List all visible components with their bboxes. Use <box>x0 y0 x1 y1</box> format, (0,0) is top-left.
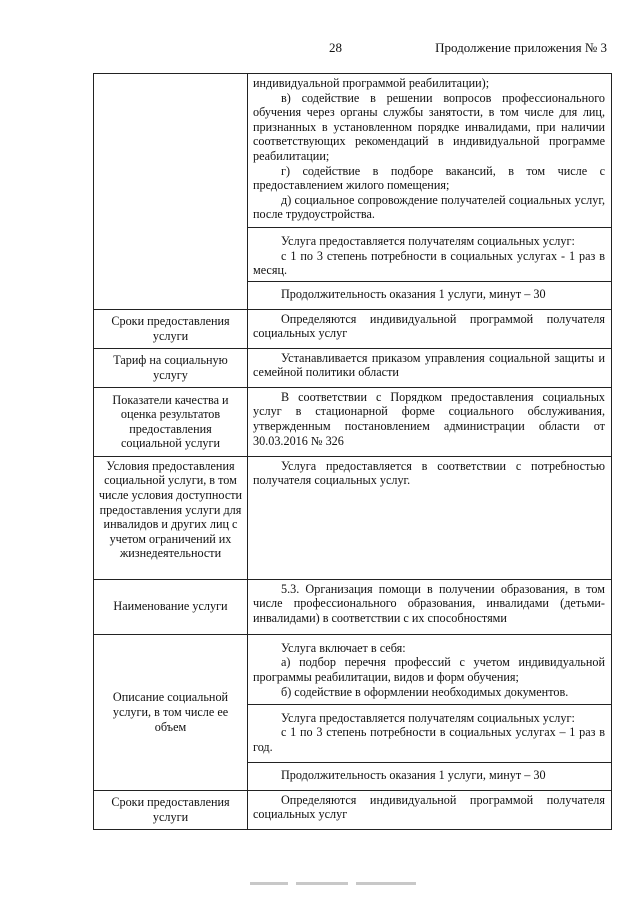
includes-title: Услуга включает в себя: <box>281 640 406 655</box>
table-row <box>94 456 612 579</box>
description-line: индивидуальной программой реабилитации); <box>253 76 490 90</box>
table-row <box>94 387 612 456</box>
terms-text: Определяются индивидуальной программой получателя социальных услуг <box>253 311 605 341</box>
description-label: Описание социальной услуги, в том числе ее объем <box>94 634 248 790</box>
tariff-value <box>248 348 612 387</box>
recipients-line: Услуга предоставляется получателям социальных услуг: <box>281 710 575 725</box>
conditions-label: Условия предоставления социальной услуги, в том числе условия доступности предоставления услуги для инвалидов и других лиц с учетом ограничений их жизнедеятельности <box>94 456 248 579</box>
continuation-duration <box>248 281 612 309</box>
description-line: г) содействие в подборе вакансий, в том числе с предоставлением жилого помещения; <box>253 163 605 193</box>
footer-mark <box>296 882 348 885</box>
recipients-line: Услуга предоставляется получателям социальных услуг: <box>281 234 575 248</box>
continuation-label <box>94 74 248 310</box>
continuation-description <box>248 74 612 228</box>
description-recipients <box>248 704 612 762</box>
quality-text: В соответствии с Порядком предоставления социальных услуг в стационарной форме социального обслуживания, утвержденным постановлением администрации области от 30.03.2016 № 326 <box>253 389 605 448</box>
page-number: 28 <box>329 40 342 55</box>
description-line: д) социальное сопровождение получателей социальных услуг, после трудоустройства. <box>253 192 605 222</box>
conditions-text: Услуга предоставляется в соответствии с потребностью получателя социальных услуг. <box>253 458 605 488</box>
recipients-line: с 1 по 3 степень потребности в социальных услугах - 1 раз в месяц. <box>253 248 605 278</box>
service-name-label: Наименование услуги <box>94 579 248 634</box>
footer-mark <box>356 882 416 885</box>
tariff-text: Устанавливается приказом управления социальной защиты и семейной политики области <box>253 350 605 380</box>
continuation-recipients <box>248 228 612 282</box>
conditions-value <box>248 456 612 579</box>
table-row <box>94 790 612 829</box>
includes-item: а) подбор перечня профессий с учетом индивидуальной программы реабилитации, видов и форм обучения; <box>253 655 605 684</box>
table-row <box>94 74 612 228</box>
page-header <box>0 40 639 60</box>
terms-value <box>248 790 612 829</box>
table-row <box>94 634 612 704</box>
table-row <box>94 348 612 387</box>
terms-label: Сроки предоставления услуги <box>94 309 248 348</box>
recipients-line: с 1 по 3 степень потребности в социальных услугах – 1 раз в год. <box>253 725 605 754</box>
table-row <box>94 309 612 348</box>
quality-label: Показатели качества и оценка результатов предоставления социальной услуги <box>94 387 248 456</box>
footer-mark <box>250 882 288 885</box>
services-table <box>93 73 612 830</box>
terms-label: Сроки предоставления услуги <box>94 790 248 829</box>
quality-value <box>248 387 612 456</box>
includes-item: б) содействие в оформлении необходимых документов. <box>281 684 569 699</box>
terms-value <box>248 309 612 348</box>
service-name-text: 5.3. Организация помощи в получении образования, в том числе профессионального образования, инвалидами (детьми-инвалидами) в соответствии с их способностями <box>253 581 605 625</box>
description-duration <box>248 762 612 790</box>
footer-scan-artifact <box>250 882 420 888</box>
service-name-value <box>248 579 612 634</box>
terms-text: Определяются индивидуальной программой получателя социальных услуг <box>253 792 605 822</box>
tariff-label: Тариф на социальную услугу <box>94 348 248 387</box>
appendix-note: Продолжение приложения № 3 <box>435 40 607 55</box>
description-includes <box>248 634 612 704</box>
duration-line: Продолжительность оказания 1 услуги, минут – 30 <box>281 768 546 783</box>
table-row <box>94 579 612 634</box>
duration-line: Продолжительность оказания 1 услуги, минут – 30 <box>281 287 546 302</box>
description-line: в) содействие в решении вопросов профессионального обучения через органы службы занятости, в том числе для лиц, признанных в установленном порядке инвалидами, при наличии соответствующих рекомендаций в индивидуальной программе реабилитации; <box>253 90 605 163</box>
